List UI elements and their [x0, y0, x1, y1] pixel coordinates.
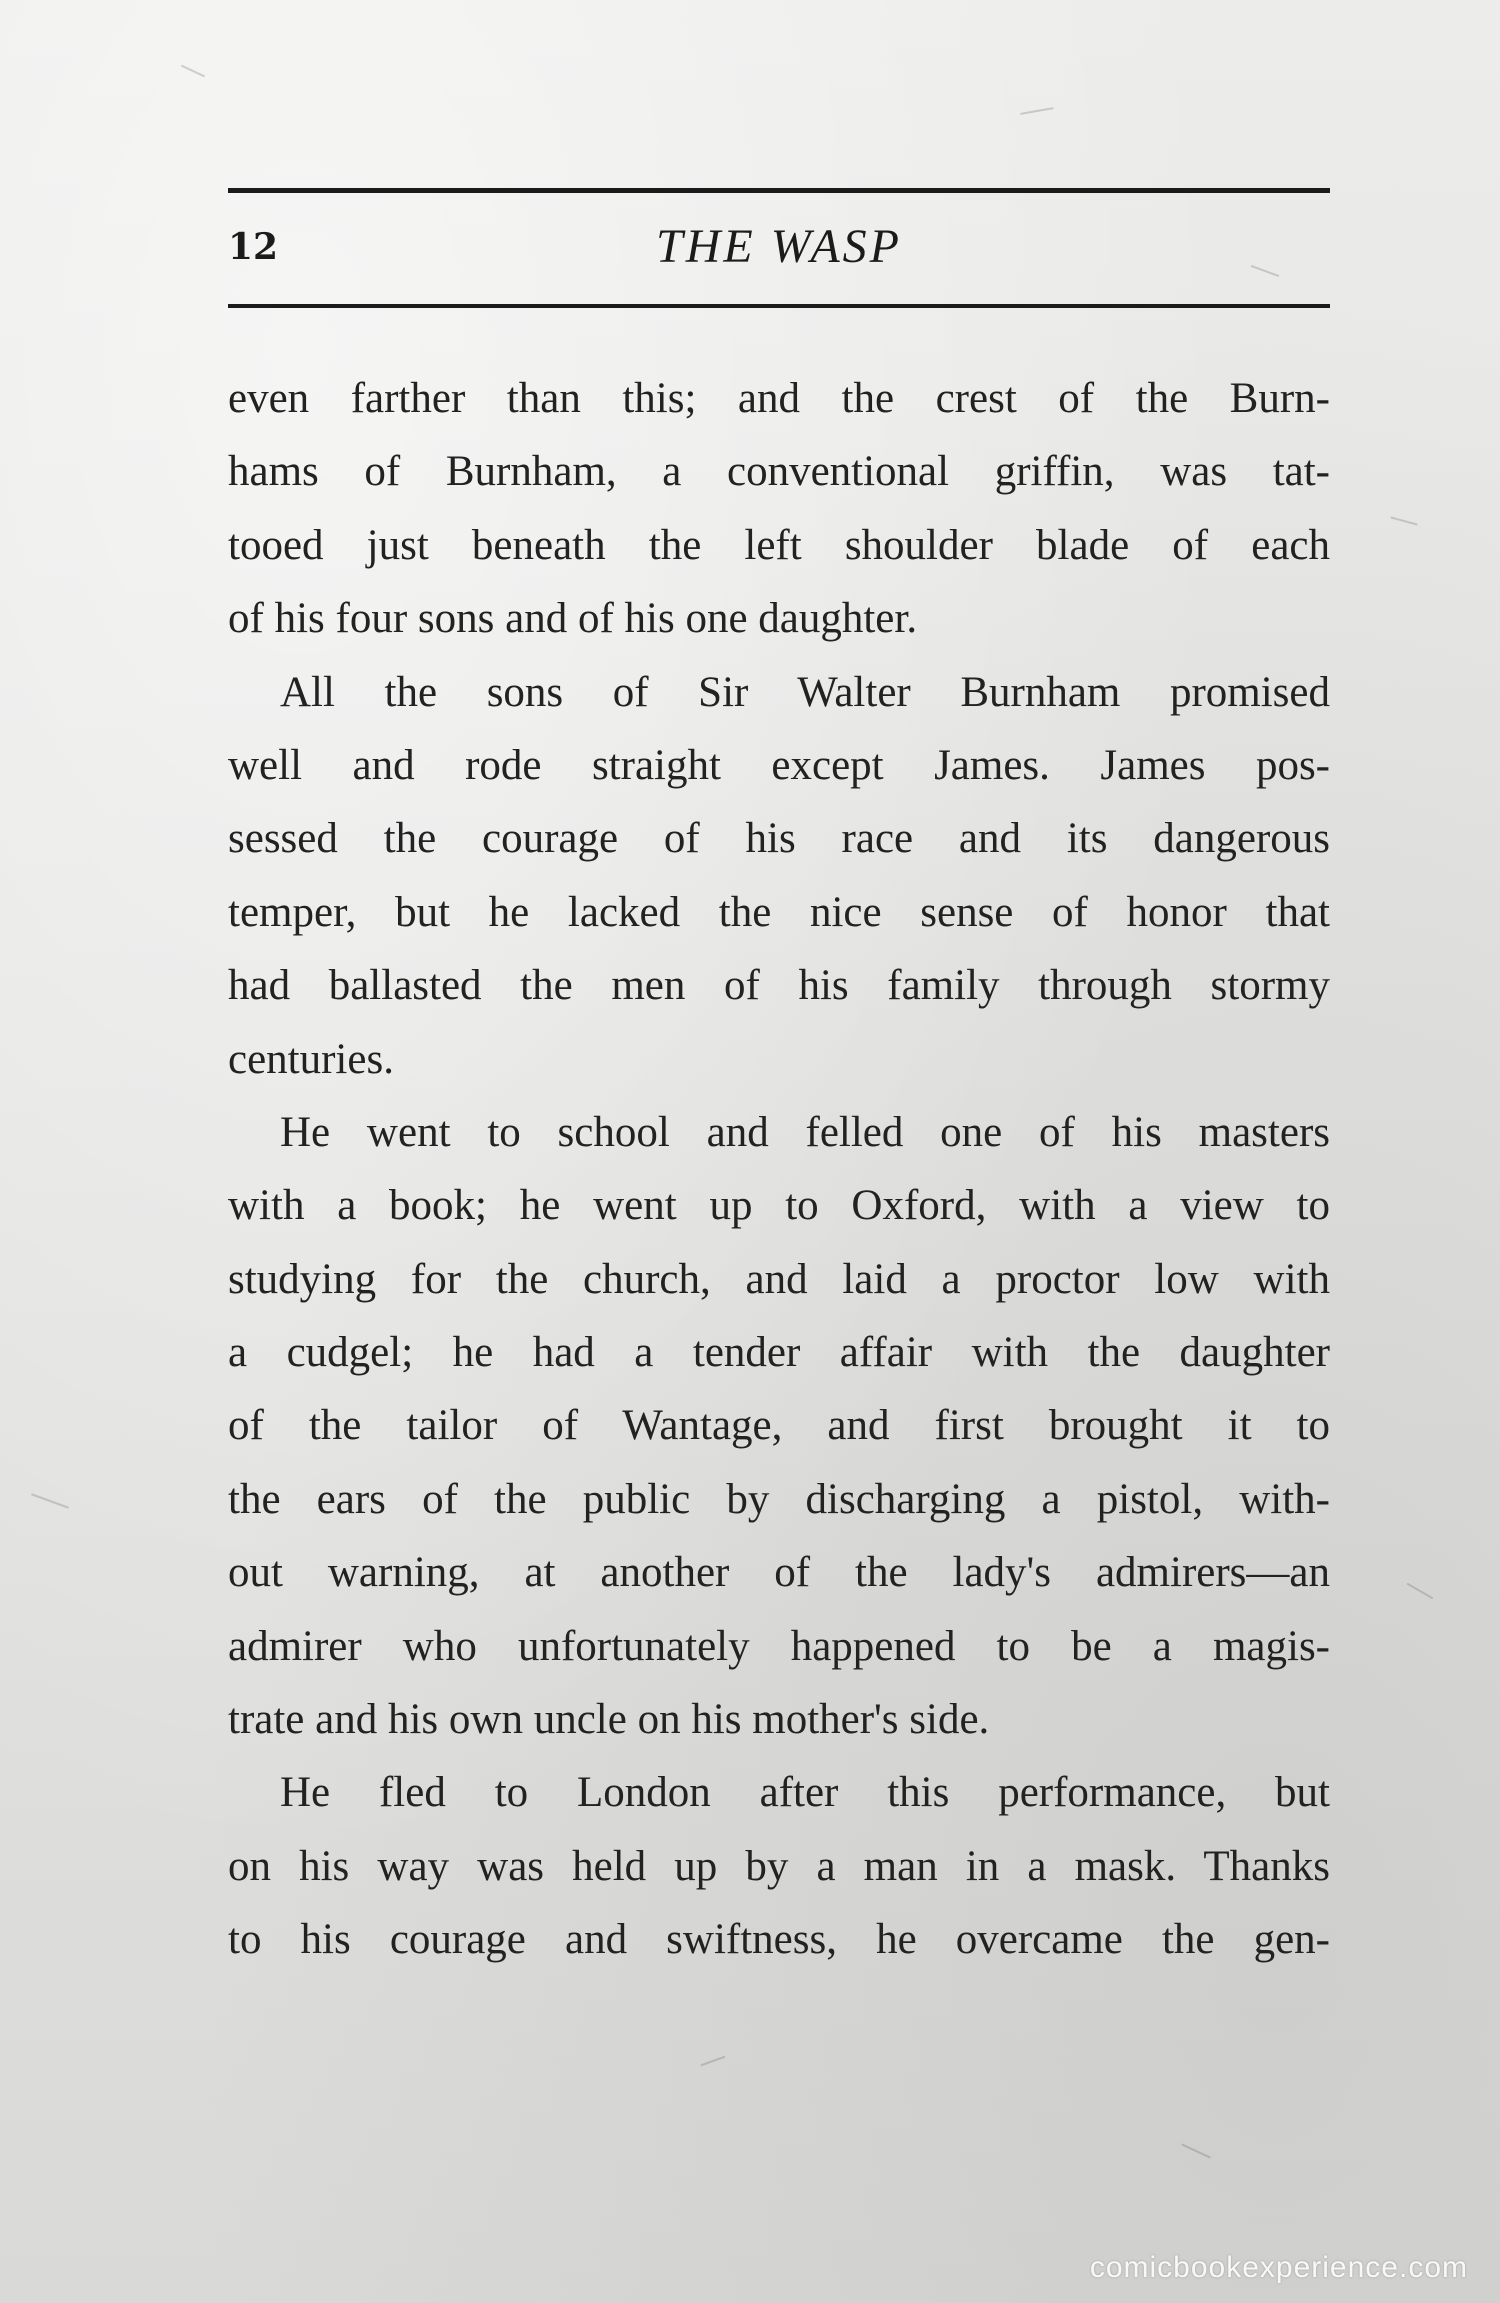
body-text [228, 362, 1330, 1977]
header-rule-bottom [228, 304, 1330, 308]
paper-fleck [31, 1493, 69, 1509]
paper-fleck [1020, 107, 1054, 115]
text-line: tooed just beneath the left shoulder blade of each [228, 521, 1330, 569]
text-line: of the tailor of Wantage, and first brought it to [228, 1402, 1330, 1450]
text-line: on his way was held up by a man in a mask. Thanks [228, 1842, 1330, 1890]
paper-fleck [1407, 1583, 1434, 1600]
text-line: a cudgel; he had a tender affair with the daughter [228, 1329, 1330, 1377]
text-line: the ears of the public by discharging a pistol, with- [228, 1475, 1330, 1523]
watermark: comicbookexperience.com [1089, 2251, 1468, 2284]
text-line: out warning, at another of the lady's admirers—an [228, 1549, 1330, 1597]
text-line: with a book; he went up to Oxford, with a view to [228, 1182, 1330, 1230]
paper-fleck [1390, 516, 1418, 525]
text-line: sessed the courage of his race and its dangerous [228, 815, 1330, 863]
text-line: well and rode straight except James. James pos- [228, 741, 1330, 789]
paper-fleck [181, 65, 205, 78]
running-title: THE WASP [656, 220, 902, 273]
page-number: 12 [228, 226, 279, 268]
text-line: hams of Burnham, a conventional griffin, was tat- [228, 448, 1330, 496]
text-line: He went to school and felled one of his masters [280, 1108, 1330, 1156]
text-line: All the sons of Sir Walter Burnham promised [280, 668, 1330, 716]
text-line: had ballasted the men of his family through stormy [228, 962, 1330, 1010]
text-line: to his courage and swiftness, he overcame the gen- [228, 1916, 1330, 1964]
text-line: even farther than this; and the crest of the Burn- [228, 375, 1330, 422]
text-line: centuries. [228, 1035, 394, 1083]
paper-fleck [1181, 2143, 1211, 2158]
paper-fleck [700, 2056, 725, 2067]
text-line: temper, but he lacked the nice sense of honor that [228, 888, 1330, 936]
text-line: He fled to London after this performance, but [280, 1769, 1330, 1817]
text-line: of his four sons and of his one daughter. [228, 595, 918, 643]
text-line: studying for the church, and laid a proctor low with [228, 1255, 1330, 1303]
header-rule-top [228, 188, 1330, 193]
running-header [228, 212, 1330, 282]
text-line: trate and his own uncle on his mother's side. [228, 1696, 990, 1744]
text-line: admirer who unfortunately happened to be a magis- [228, 1622, 1330, 1670]
